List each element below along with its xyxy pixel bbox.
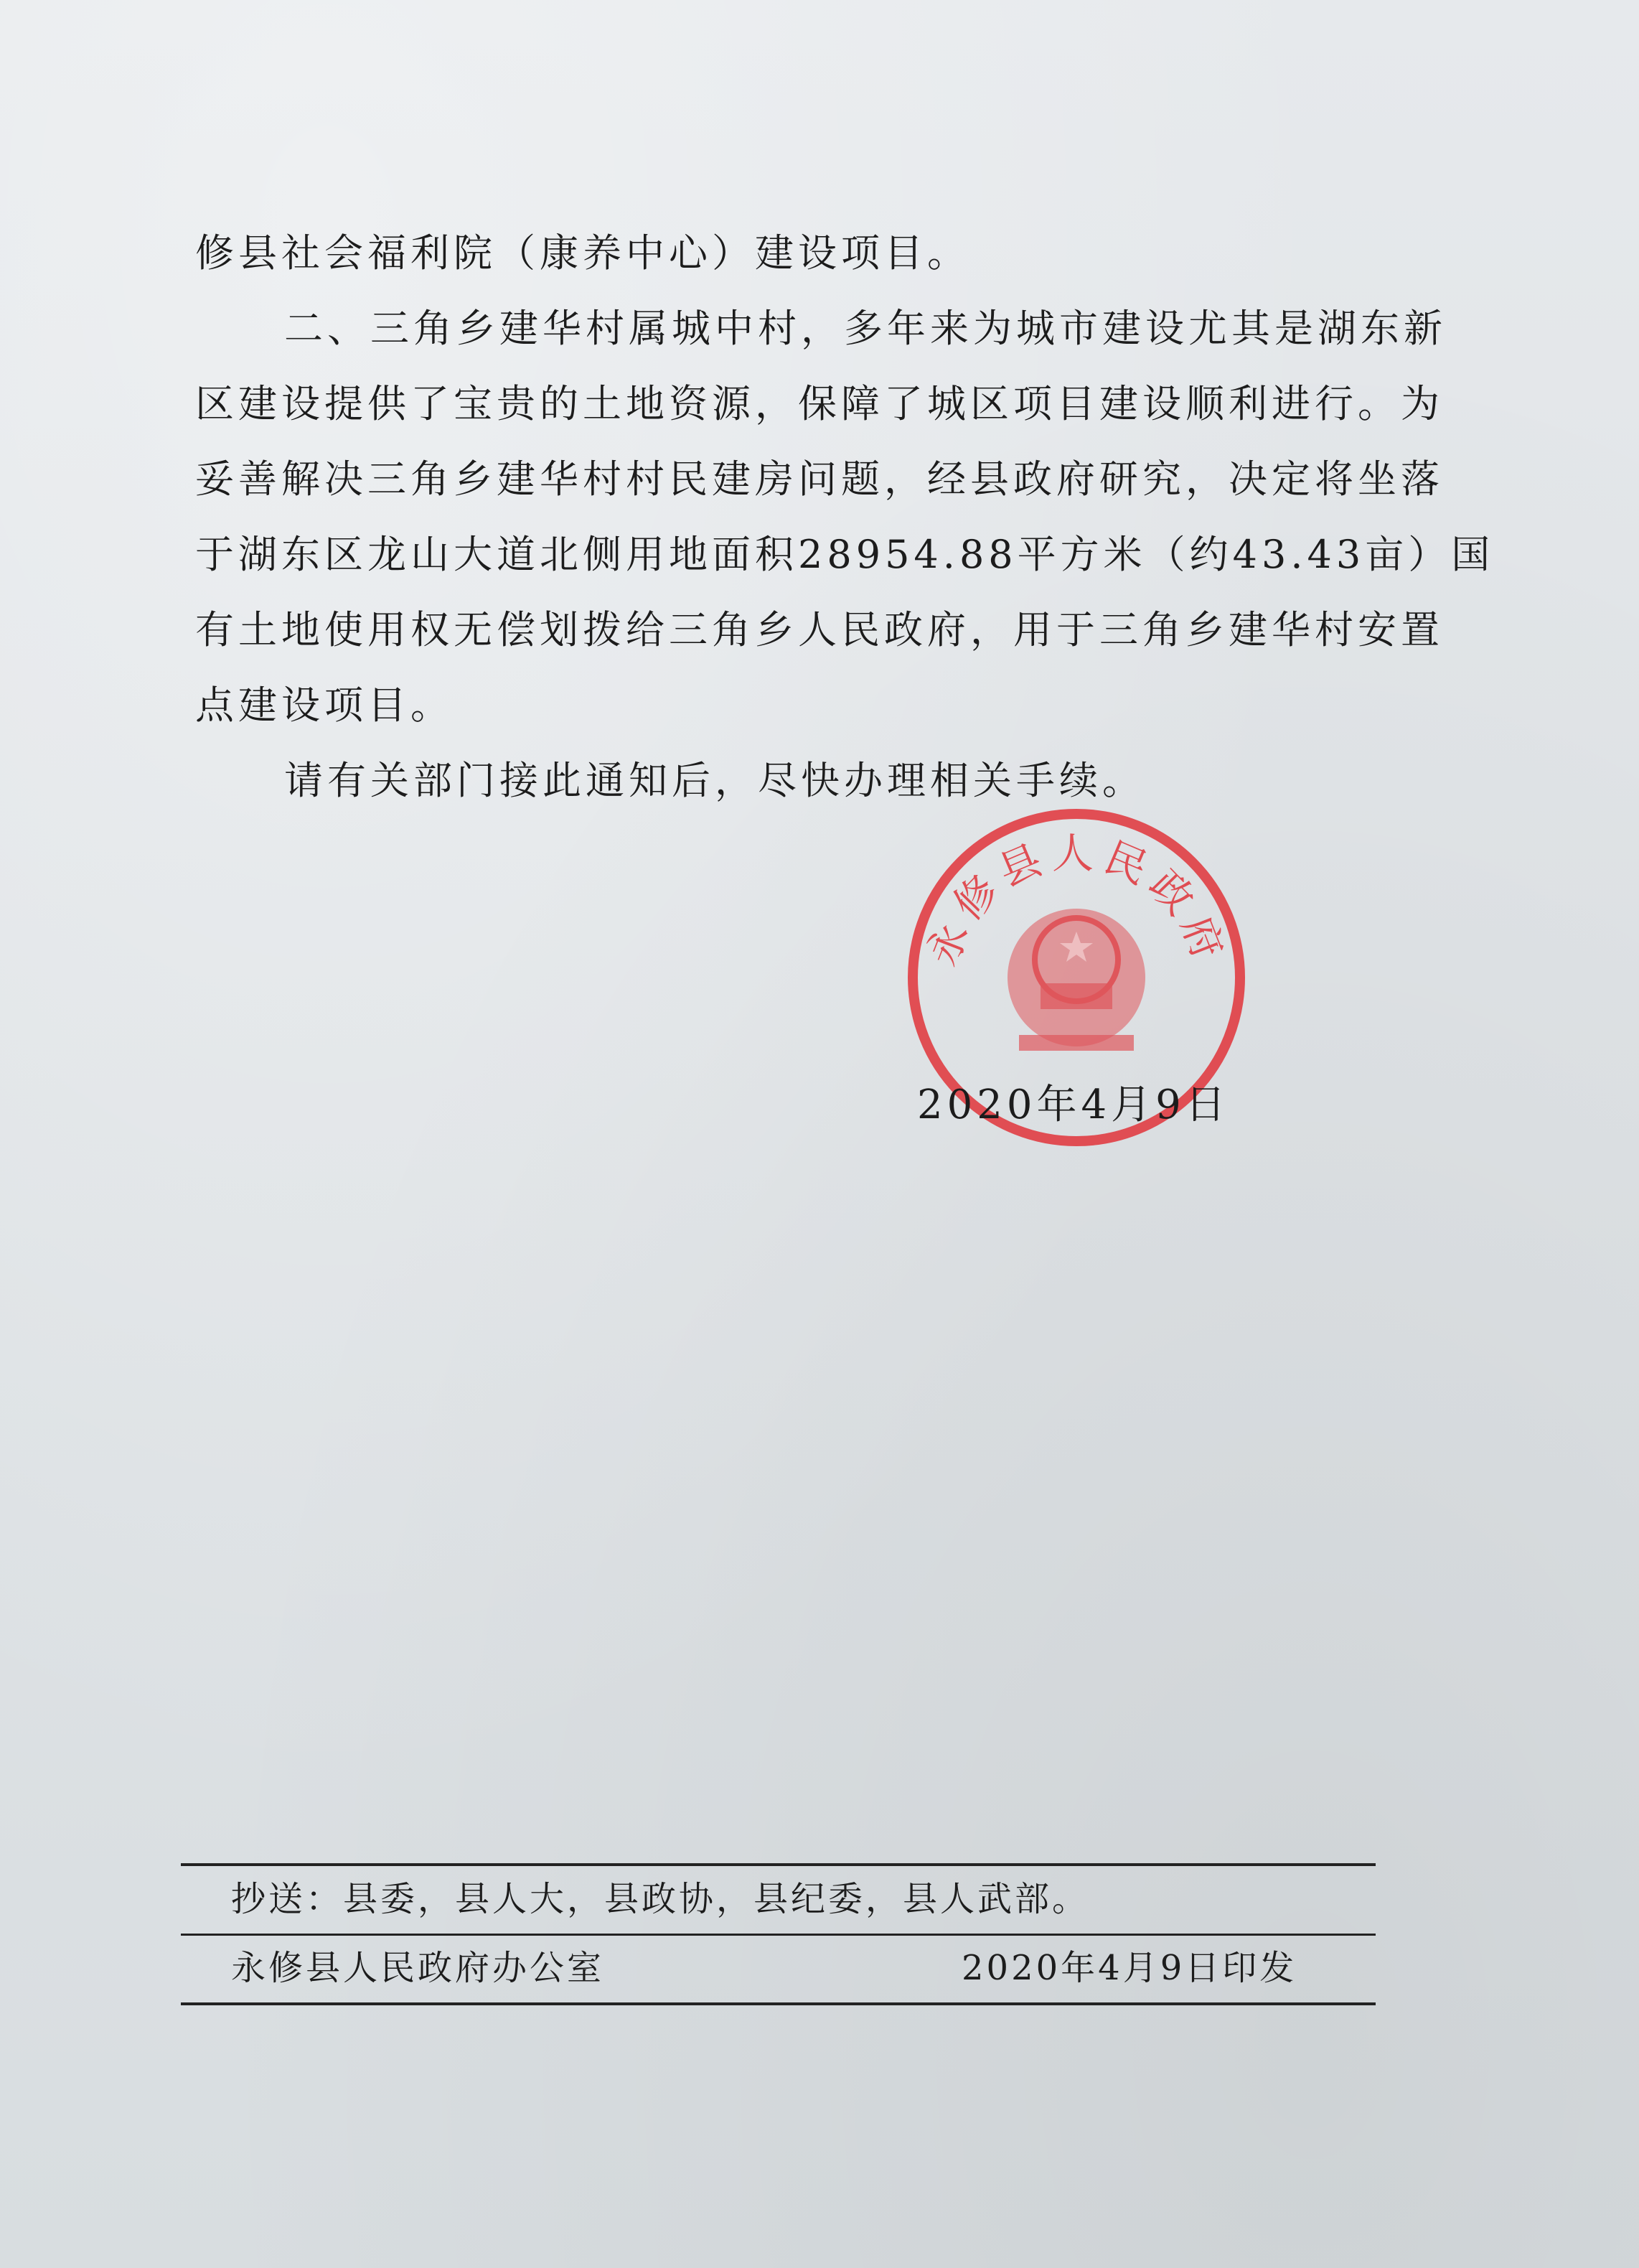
national-emblem-icon <box>1008 909 1145 1051</box>
issuing-office: 永修县人民政府办公室 <box>231 1948 605 1988</box>
body-line: 二、三角乡建华村属城中村，多年来为城市建设尤其是湖东新 <box>284 306 1447 351</box>
body-line: 有土地使用权无偿划拨给三角乡人民政府，用于三角乡建华村安置 <box>195 607 1444 652</box>
body-line: 修县社会福利院（康养中心）建设项目。 <box>195 230 970 276</box>
body-line: 区建设提供了宝贵的土地资源，保障了城区项目建设顺利进行。为 <box>195 381 1444 426</box>
seal-text: 永修县人民政府 <box>917 829 1236 973</box>
signature-date: 2020年4月9日 <box>917 1082 1230 1128</box>
footer-rule-bottom <box>181 2002 1376 2005</box>
footer-rule-middle <box>181 1934 1376 1936</box>
cc-line: 抄送：县委，县人大，县政协，县纪委，县人武部。 <box>231 1879 1090 1919</box>
body-line: 请有关部门接此通知后，尽快办理相关手续。 <box>284 758 1145 803</box>
issue-date: 2020年4月9日印发 <box>962 1948 1297 1988</box>
body-line: 于湖东区龙山大道北侧用地面积28954.88平方米（约43.43亩）国 <box>195 532 1495 577</box>
document-body <box>195 215 1495 818</box>
body-line: 妥善解决三角乡建华村村民建房问题，经县政府研究，决定将坐落 <box>195 456 1444 502</box>
footer-rule-top <box>181 1863 1376 1866</box>
body-line: 点建设项目。 <box>195 683 454 728</box>
